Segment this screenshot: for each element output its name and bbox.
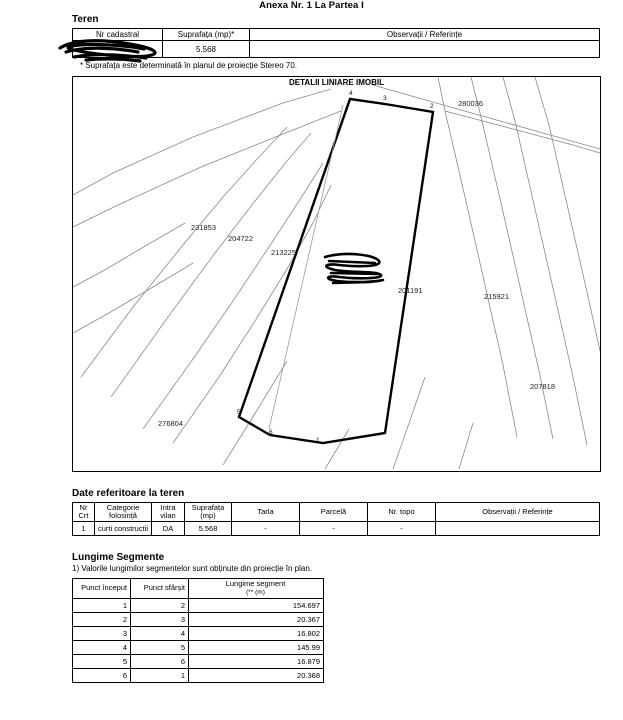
column-header-suprafata: Suprafața (mp) xyxy=(185,503,232,522)
cell-crt: 1 xyxy=(73,521,95,535)
cell-categorie: curti constructii xyxy=(95,521,152,535)
cell-punct-sfarsit: 6 xyxy=(131,654,189,668)
cell-tarla: - xyxy=(232,521,300,535)
cell-parcela: - xyxy=(300,521,368,535)
cell-lungime: 145.99 xyxy=(189,640,324,654)
cell-lungime: 16.879 xyxy=(189,654,324,668)
suprafata-note: * Suprafața este determinată în planul de proiecție Stereo 70. xyxy=(80,61,298,70)
map-detalii-liniare-imobil xyxy=(72,76,601,472)
column-header-nr-topo: Nr. topo xyxy=(368,503,436,522)
table-row xyxy=(73,640,324,654)
cell-punct-sfarsit: 5 xyxy=(131,640,189,654)
column-header-suprafata: Suprafața (mp)* xyxy=(163,29,250,41)
teren-section-label: Teren xyxy=(72,14,99,25)
column-header-parcela: Parcelă xyxy=(300,503,368,522)
cell-punct-sfarsit: 2 xyxy=(131,598,189,612)
cell-observatii xyxy=(250,41,600,58)
parcel-label: 204722 xyxy=(228,234,254,243)
table-row xyxy=(73,668,324,682)
parcel-label: 231853 xyxy=(191,223,217,232)
cell-punct-inceput: 4 xyxy=(73,640,131,654)
cell-punct-sfarsit: 1 xyxy=(131,668,189,682)
cell-suprafata: 5.568 xyxy=(185,521,232,535)
parcel-label: 215921 xyxy=(484,292,510,301)
lungime-segmente-note: 1) Valorile lungimilor segmentelor sunt obținute din proiecție în plan. xyxy=(72,564,312,573)
table-row xyxy=(73,612,324,626)
date-teren-table xyxy=(72,502,600,536)
table-row xyxy=(73,598,324,612)
column-header-nr-cadastral: Nr cadastral xyxy=(73,29,163,41)
vertex-label: 4 xyxy=(349,90,353,97)
vertex-label: 3 xyxy=(383,95,387,102)
cell-punct-inceput: 1 xyxy=(73,598,131,612)
cell-suprafata: 5.568 xyxy=(163,41,250,58)
cell-lungime: 20.368 xyxy=(189,668,324,682)
column-header-lungime-segment xyxy=(189,579,324,599)
redaction-scribble-map xyxy=(313,249,393,289)
column-header-punct-sfarsit: Punct sfârșit xyxy=(131,579,189,599)
cell-punct-sfarsit: 4 xyxy=(131,626,189,640)
page-title: Anexa Nr. 1 La Partea I xyxy=(259,0,364,11)
lungime-header-unit: (** (m) xyxy=(246,588,265,596)
column-header-crt: Nr Crt xyxy=(73,503,95,522)
vertex-label: 1 xyxy=(316,437,320,444)
cell-punct-inceput: 3 xyxy=(73,626,131,640)
column-header-tarla: Tarla xyxy=(232,503,300,522)
parcel-label: 201191 xyxy=(398,286,423,295)
cell-lungime: 16.802 xyxy=(189,626,324,640)
table-row xyxy=(73,654,324,668)
vertex-label: 5 xyxy=(237,409,241,416)
lungime-segmente-label: Lungime Segmente xyxy=(72,552,165,563)
cell-punct-inceput: 2 xyxy=(73,612,131,626)
lungime-header-text: Lungime segment xyxy=(225,579,286,588)
column-header-punct-inceput: Punct început xyxy=(73,579,131,599)
cell-lungime: 154.697 xyxy=(189,598,324,612)
cell-punct-sfarsit: 3 xyxy=(131,612,189,626)
table-header-row xyxy=(73,579,324,599)
cell-intravilan: DA xyxy=(152,521,185,535)
cell-nr-topo: - xyxy=(368,521,436,535)
parcel-label: 213225 xyxy=(271,248,297,257)
cell-punct-inceput: 5 xyxy=(73,654,131,668)
map-title: DETALII LINIARE IMOBIL xyxy=(289,78,384,87)
column-header-observatii: Observații / Referințe xyxy=(436,503,600,522)
column-header-categorie: Categorie folosință xyxy=(95,503,152,522)
parcel-label: 280036 xyxy=(458,99,484,108)
date-teren-section-label: Date referitoare la teren xyxy=(72,488,185,499)
column-header-intravilan: Intra vilan xyxy=(152,503,185,522)
parcel-label: 276804 xyxy=(158,419,184,428)
cell-lungime: 20.367 xyxy=(189,612,324,626)
segmente-table xyxy=(72,578,324,683)
table-row xyxy=(73,521,600,535)
vertex-label: 6 xyxy=(269,429,273,436)
cell-observatii xyxy=(436,521,600,535)
cell-punct-inceput: 6 xyxy=(73,668,131,682)
parcel-label: 207818 xyxy=(530,382,556,391)
table-row xyxy=(73,626,324,640)
table-header-row xyxy=(73,503,600,522)
column-header-observatii: Observații / Referințe xyxy=(250,29,600,41)
vertex-label: 2 xyxy=(430,103,434,110)
